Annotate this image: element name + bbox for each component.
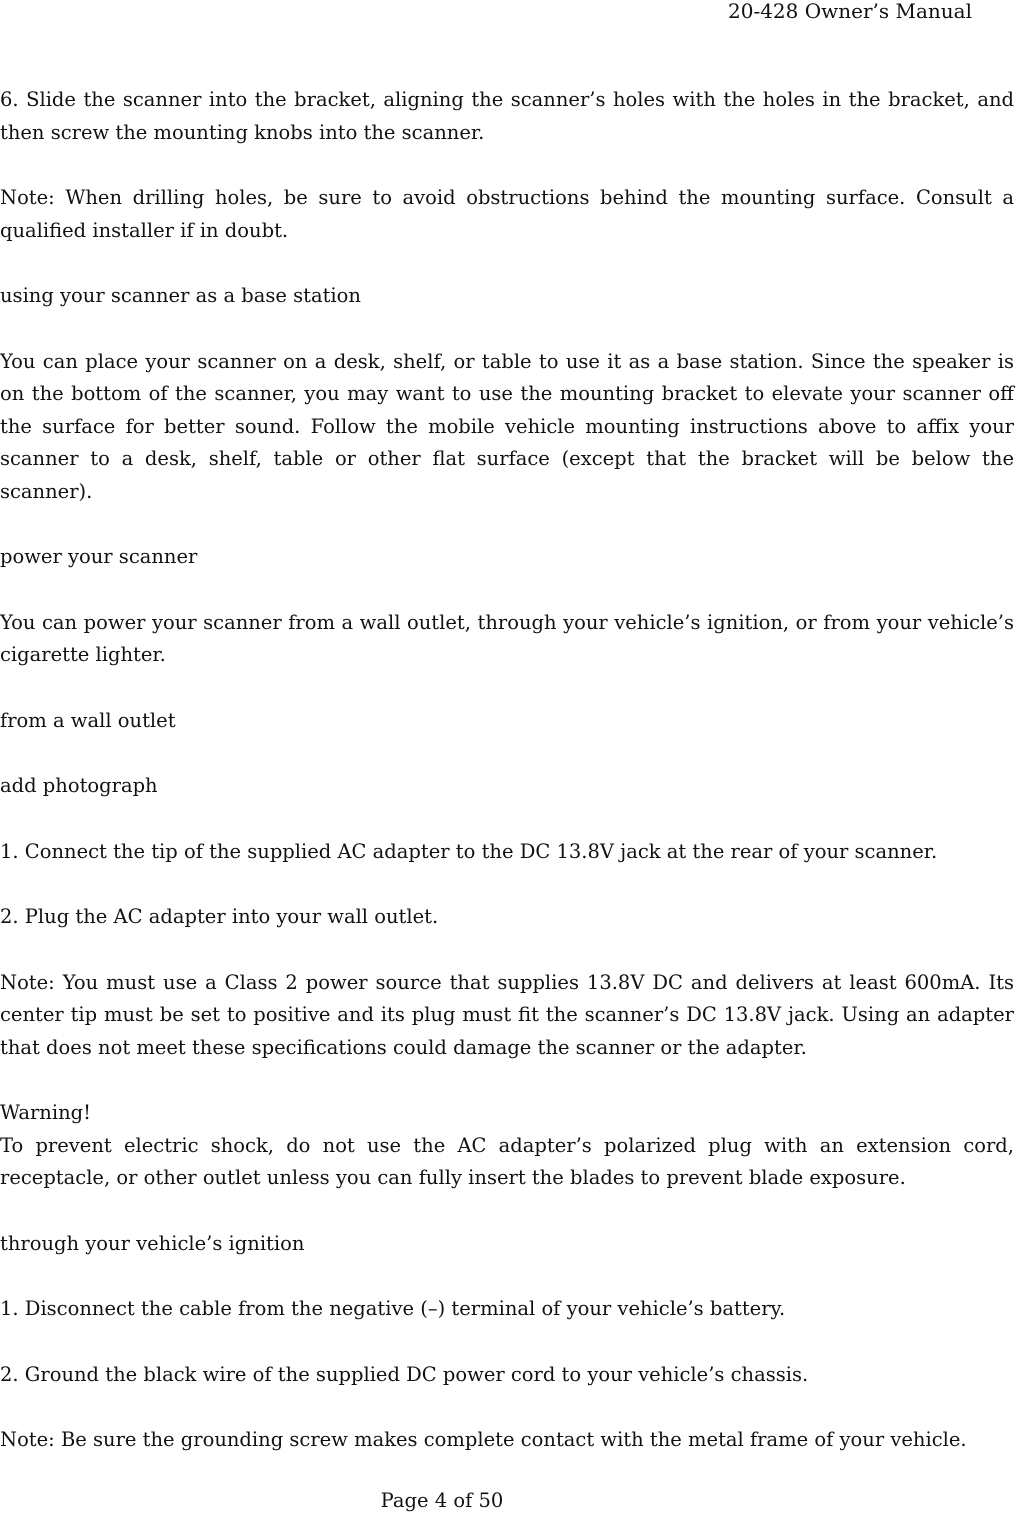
page-footer: [0, 1490, 1016, 1512]
power-source-note: Note: You must use a Class 2 power source that supplies 13.8V DC and delivers at least 600mA. Its center tip must be set to positive and its plug must fit the scanner’s DC 13.8V jack. Using an adapter that does not meet these specifications could damage the scanner or the adapter.: [0, 970, 1014, 1059]
page-content: [0, 84, 1014, 1490]
drilling-note: Note: When drilling holes, be sure to avoid obstructions behind the mounting surface. Consult a qualified installer if in doubt.: [0, 186, 1014, 242]
wall-outlet-heading: from a wall outlet: [0, 708, 176, 732]
warning-title: Warning!: [0, 1101, 91, 1124]
wall-step-2: 2. Plug the AC adapter into your wall outlet.: [0, 905, 439, 928]
ignition-step-1: 1. Disconnect the cable from the negative (–) terminal of your vehicle’s battery.: [0, 1297, 786, 1320]
base-station-paragraph: You can place your scanner on a desk, shelf, or table to use it as a base station. Since the speaker is on the bottom of the scanner, you may want to use the mounting bracket to elevate your scanner off the surface for better sound. Follow the mobile vehicle mounting instructions above to affix your scanner to a desk, shelf, table or other flat surface (except that the bracket will be below the scanner).: [0, 349, 1014, 503]
power-heading: power your scanner: [0, 545, 198, 568]
ignition-heading: through your vehicle’s ignition: [0, 1231, 305, 1255]
warning-paragraph: To prevent electric shock, do not use the AC adapter’s polarized plug with an extension cord, receptacle, or other outlet unless you can fully insert the blades to prevent blade exposure.: [0, 1133, 1014, 1189]
wall-step-1: 1. Connect the tip of the supplied AC adapter to the DC 13.8V jack at the rear of your scanner.: [0, 839, 938, 863]
base-station-heading: using your scanner as a base station: [0, 284, 361, 307]
add-photograph-placeholder: add photograph: [0, 774, 158, 797]
ignition-step-2: 2. Ground the black wire of the supplied DC power cord to your vehicle’s chassis.: [0, 1362, 809, 1386]
step-6-paragraph: 6. Slide the scanner into the bracket, aligning the scanner’s holes with the holes in the bracket, and then screw the mounting knobs into the scanner.: [0, 88, 1014, 144]
grounding-note: Note: Be sure the grounding screw makes complete contact with the metal frame of your vehicle.: [0, 1428, 967, 1451]
power-intro-paragraph: You can power your scanner from a wall outlet, through your vehicle’s ignition, or from your vehicle’s cigarette lighter.: [0, 610, 1014, 666]
page-number: Page 4 of 50: [380, 1489, 504, 1512]
manual-title: 20-428 Owner’s Manual: [728, 0, 972, 23]
